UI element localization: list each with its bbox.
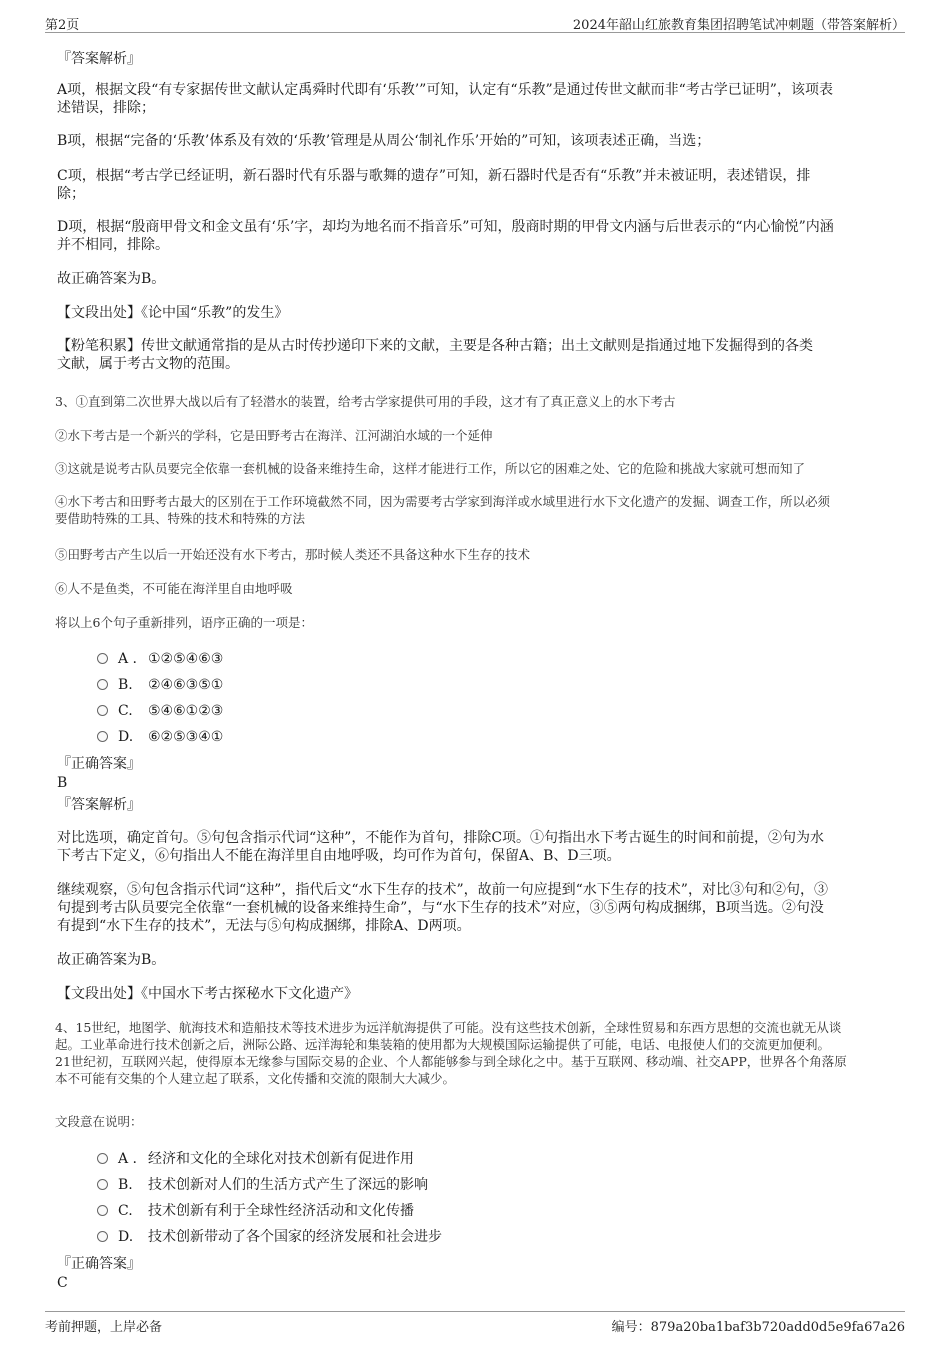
q4-option-b[interactable]: B. 技术创新对人们的生活方式产生了深远的影响 — [97, 1176, 428, 1194]
radio-icon[interactable] — [97, 653, 108, 664]
q4-answer: C — [57, 1275, 68, 1291]
q3-option-b[interactable]: B. ②④⑥③⑤① — [97, 676, 223, 694]
q3-source: 【文段出处】《中国水下考古探秘水下文化遗产》 — [57, 986, 358, 1002]
page-header — [45, 12, 905, 33]
radio-icon[interactable] — [97, 1231, 108, 1242]
radio-icon[interactable] — [97, 679, 108, 690]
q3-answer: B — [57, 775, 68, 791]
footer-slogan: 考前押题，上岸必备 — [45, 1320, 163, 1335]
q3-analysis-label: 『答案解析』 — [57, 797, 141, 813]
q3-option-c[interactable]: C. ⑤④⑥①②③ — [97, 702, 223, 720]
q3-sentence-5: ⑤田野考古产生以后一开始还没有水下考古，那时候人类还不具备这种水下生存的技术 — [55, 547, 531, 562]
q4-option-c[interactable]: C. 技术创新有利于全球性经济活动和文化传播 — [97, 1202, 414, 1220]
radio-icon[interactable] — [97, 1153, 108, 1164]
q2-analysis-c: C项，根据“考古学已经证明，新石器时代有乐器与歌舞的遗存”可知，新石器时代是否有“乐教”并未被证明，表述错误，排 除； — [57, 168, 811, 202]
q3-sentence-2: ②水下考古是一个新兴的学科，它是田野考古在海洋、江河湖泊水域的一个延伸 — [55, 428, 493, 443]
q3-answer-label: 『正确答案』 — [57, 756, 141, 772]
q4-option-d[interactable]: D. 技术创新带动了各个国家的经济发展和社会进步 — [97, 1228, 442, 1246]
q4-option-a[interactable]: A . 经济和文化的全球化对技术创新有促进作用 — [97, 1150, 414, 1168]
page-number: 第2页 — [45, 18, 80, 33]
q3-analysis-p1: 对比选项，确定首句。⑤句包含指示代词“这种”，不能作为首句，排除C项。①句指出水下考古诞生的时间和前提，②句为水 下考古下定义，⑥句指出人不能在海洋里自由地呼吸，均可作为首句，保留A、B、D三项。 — [57, 830, 825, 864]
document-title: 2024年韶山红旅教育集团招聘笔试冲刺题（带答案解析） — [572, 18, 905, 33]
page-footer — [45, 1311, 905, 1334]
radio-icon[interactable] — [97, 1179, 108, 1190]
q4-answer-label: 『正确答案』 — [57, 1256, 141, 1272]
q3-prompt: 将以上6个句子重新排列，语序正确的一项是： — [55, 615, 313, 630]
q3-sentence-1: 3、①直到第二次世界大战以后有了轻潜水的装置，给考古学家提供可用的手段，这才有了真正意义上的水下考古 — [55, 394, 676, 409]
q3-sentence-3: ③这就是说考古队员要完全依靠一套机械的设备来维持生命，这样才能进行工作，所以它的困难之处、它的危险和挑战大家就可想而知了 — [55, 461, 806, 476]
q3-conclusion: 故正确答案为B。 — [57, 952, 166, 968]
q4-prompt: 文段意在说明： — [55, 1114, 143, 1129]
q2-analysis-label: 『答案解析』 — [57, 51, 141, 67]
q2-analysis-b: B项，根据“完备的‘乐教’体系及有效的‘乐教’管理是从周公‘制礼作乐’开始的”可知，该项表述正确，当选； — [57, 133, 711, 149]
q2-source: 【文段出处】《论中国“乐教”的发生》 — [57, 305, 289, 321]
q3-analysis-p2: 继续观察，⑤句包含指示代词“这种”，指代后文“水下生存的技术”，故前一句应提到“水下生存的技术”，对比③句和②句，③ 句提到考古队员要完全依靠“一套机械的设备来维持生命”，与“水下生存的技术”对应，③⑤两句构成捆绑，B项当选。②句没 有提到“水下生存的技术”，无法与⑤句构成捆绑，排除A、D两项。 — [57, 882, 828, 934]
radio-icon[interactable] — [97, 731, 108, 742]
q3-option-d[interactable]: D. ⑥②⑤③④① — [97, 728, 223, 746]
q3-option-a[interactable]: A . ①②⑤④⑥③ — [97, 650, 223, 668]
radio-icon[interactable] — [97, 1205, 108, 1216]
q3-sentence-4: ④水下考古和田野考古最大的区别在于工作环境截然不同，因为需要考古学家到海洋或水域里进行水下文化遗产的发掘、调查工作，所以必须 要借助特殊的工具、特殊的技术和特殊的方法 — [55, 494, 831, 526]
q3-sentence-6: ⑥人不是鱼类，不可能在海洋里自由地呼吸 — [55, 581, 293, 596]
q4-passage: 4、15世纪，地图学、航海技术和造船技术等技术进步为远洋航海提供了可能。没有这些技术创新，全球性贸易和东西方思想的交流也就无从谈 起。工业革命进行技术创新之后，洲际公路、远洋海轮和集装箱的使用都为大规模国际运输提供了可能，电话、电报使人们的交流更加便利。 21世纪初，互联网兴起，使得原本无缘参与国际交易的企业、个人都能够参与到全球化之中。基于互联网、移动端、社交APP，世界各个角落原 本不可能有交集的个人建立起了联系，文化传播和交流的限制大大减少。 — [55, 1020, 847, 1086]
radio-icon[interactable] — [97, 705, 108, 716]
q2-analysis-d: D项，根据“殷商甲骨文和金文虽有‘乐’字，却均为地名而不指音乐”可知，殷商时期的甲骨文内涵与后世表示的“内心愉悦”内涵 并不相同，排除。 — [57, 219, 834, 253]
q2-conclusion: 故正确答案为B。 — [57, 271, 166, 287]
q2-note: 【粉笔积累】传世文献通常指的是从古时传抄递印下来的文献，主要是各种古籍；出土文献则是指通过地下发掘得到的各类 文献，属于考古文物的范围。 — [57, 338, 813, 372]
document-id: 编号：879a20ba1baf3b720add0d5e9fa67a26 — [611, 1320, 905, 1335]
q2-analysis-a: A项，根据文段“有专家据传世文献认定禹舜时代即有‘乐教’”可知，认定有“乐教”是通过传世文献而非“考古学已证明”，该项表 述错误，排除； — [57, 82, 833, 116]
